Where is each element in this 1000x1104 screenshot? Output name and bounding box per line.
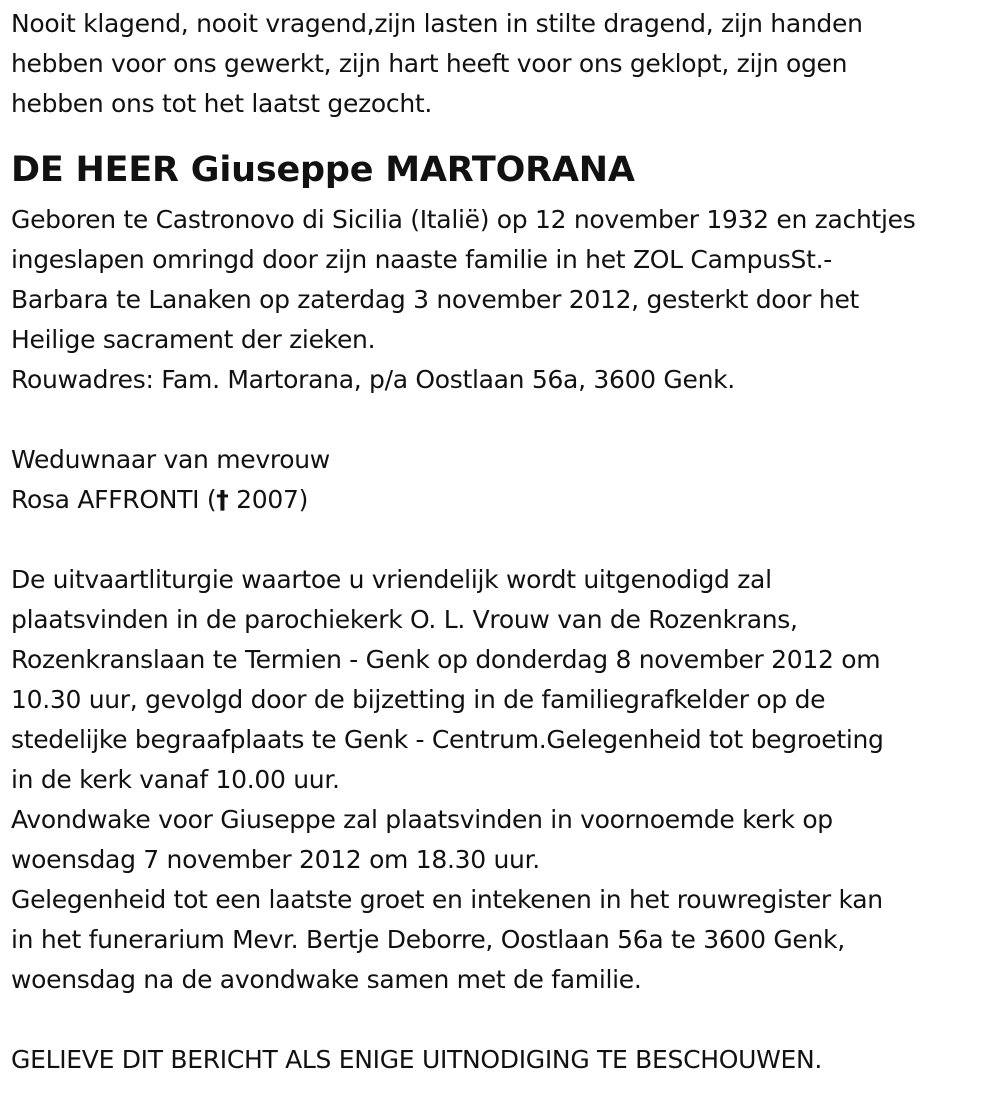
deceased-name-title: DE HEER Giuseppe MARTORANA	[11, 150, 635, 190]
mourning-address: Rouwadres: Fam. Martorana, p/a Oostlaan 56a, 3600 Genk.	[11, 365, 735, 394]
cross-icon: †	[216, 485, 229, 514]
birth-death-line: Barbara te Lanaken op zaterdag 3 november 2012, gesterkt door het	[11, 285, 860, 314]
spouse-death-year: 2007)	[228, 485, 309, 514]
funeral-line: woensdag na de avondwake samen met de familie.	[11, 965, 642, 994]
spacer	[11, 520, 993, 560]
funeral-line: Gelegenheid tot een laatste groet en intekenen in het rouwregister kan	[11, 885, 883, 914]
funeral-line: woensdag 7 november 2012 om 18.30 uur.	[11, 845, 540, 874]
funeral-line: De uitvaartliturgie waartoe u vriendelijk wordt uitgenodigd zal	[11, 565, 772, 594]
poem-line: hebben voor ons gewerkt, zijn hart heeft voor ons geklopt, zijn ogen	[11, 49, 848, 78]
poem-line: hebben ons tot het laatst gezocht.	[11, 89, 433, 118]
spacer	[11, 1000, 993, 1040]
obituary-notice	[11, 4, 993, 1080]
poem-line: Nooit klagend, nooit vragend,zijn lasten in stilte dragend, zijn handen	[11, 9, 863, 38]
widower-block	[11, 440, 993, 520]
funeral-line: Rozenkranslaan te Termien - Genk op donderdag 8 november 2012 om	[11, 645, 881, 674]
funeral-line: in het funerarium Mevr. Bertje Deborre, Oostlaan 56a te 3600 Genk,	[11, 925, 845, 954]
closing-notice: GELIEVE DIT BERICHT ALS ENIGE UITNODIGING TE BESCHOUWEN.	[11, 1045, 823, 1074]
funeral-line: stedelijke begraafplaats te Genk - Centrum.Gelegenheid tot begroeting	[11, 725, 884, 754]
funeral-line: Avondwake voor Giuseppe zal plaatsvinden in voornoemde kerk op	[11, 805, 833, 834]
funeral-block	[11, 560, 993, 1000]
funeral-line: plaatsvinden in de parochiekerk O. L. Vrouw van de Rozenkrans,	[11, 605, 798, 634]
spouse-name	[11, 480, 993, 520]
funeral-line: in de kerk vanaf 10.00 uur.	[11, 765, 340, 794]
widower-label: Weduwnaar van mevrouw	[11, 445, 330, 474]
spacer	[11, 400, 993, 440]
birth-death-line: Heilige sacrament der zieken.	[11, 325, 376, 354]
birth-death-line: Geboren te Castronovo di Sicilia (Italië) op 12 november 1932 en zachtjes	[11, 205, 916, 234]
birth-death-block	[11, 200, 993, 400]
poem-block	[11, 4, 993, 124]
spouse-name-text: Rosa AFFRONTI (	[11, 485, 217, 514]
funeral-line: 10.30 uur, gevolgd door de bijzetting in de familiegrafkelder op de	[11, 685, 826, 714]
birth-death-line: ingeslapen omringd door zijn naaste familie in het ZOL CampusSt.-	[11, 245, 832, 274]
